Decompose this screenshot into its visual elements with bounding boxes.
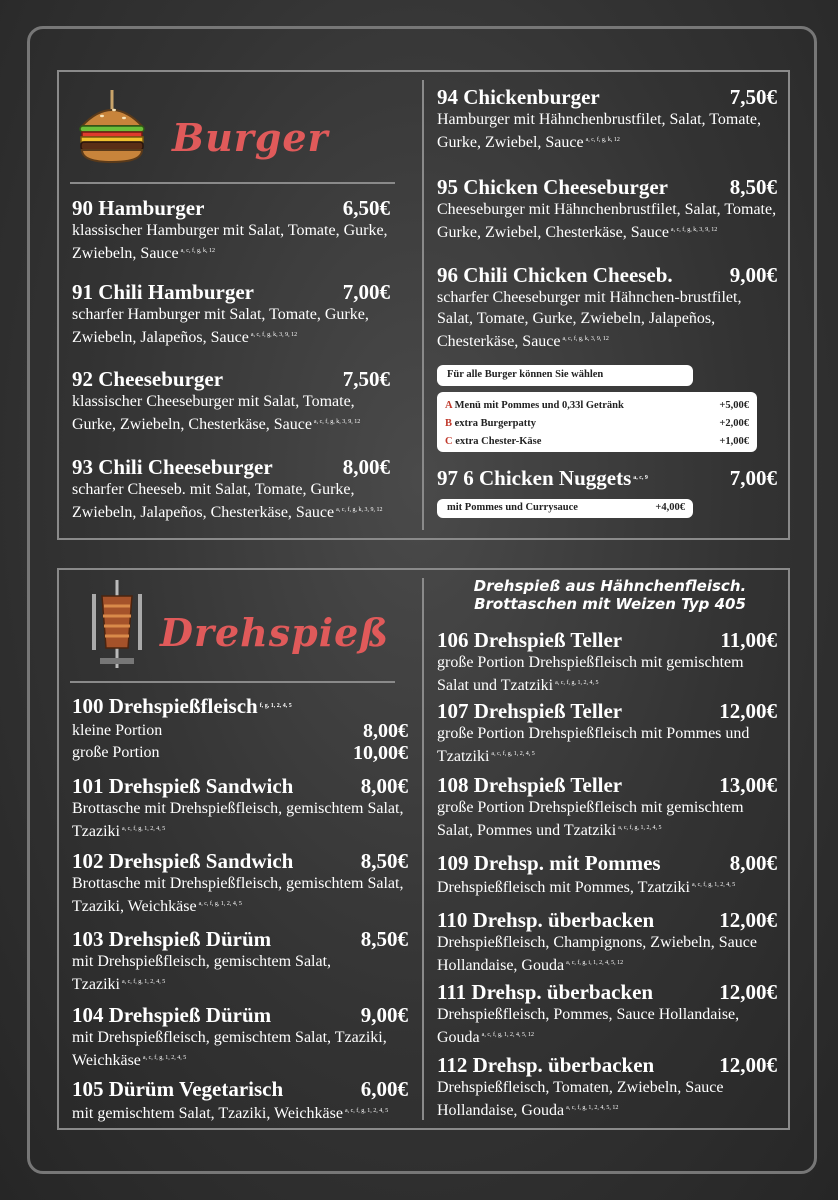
allergen-note: a, c, f, g, 1, 2, 4, 5 (121, 979, 166, 985)
item-name: 106 Drehspieß Teller (437, 628, 623, 652)
allergen-note: a, c, f, g, k, 3, 9, 12 (250, 332, 298, 338)
item-name: 104 Drehspieß Dürüm (72, 1003, 272, 1027)
option-text: extra Burgerpatty (454, 418, 536, 429)
item-price: 7,00€ (342, 280, 390, 304)
item-price: 8,50€ (729, 175, 777, 199)
item-name: 109 Drehsp. mit Pommes (437, 851, 661, 875)
option-letter: C (445, 436, 453, 447)
burger-divider (422, 80, 424, 530)
menu-item (72, 1003, 408, 1071)
item-name: 90 Hamburger (72, 196, 205, 220)
item-name: 97 6 Chicken Nuggets (437, 466, 632, 490)
item-price: 9,00€ (360, 1003, 408, 1027)
menu-item (437, 908, 777, 976)
item-price: 11,00€ (720, 628, 777, 652)
menu-item (437, 851, 777, 898)
allergen-note: a, c, f, g, k, 3, 9, 12 (313, 419, 361, 425)
item-description: scharfer Cheeseburger mit Hähnchen-brustfilet, Salat, Tomate, Gurke, Zwiebeln, Jalapeños, Chesterkäse, Sauce $^{a, c, f, g, k, 3, 9, 12}$ (437, 289, 742, 350)
item-name: 103 Drehspieß Dürüm (72, 927, 272, 951)
item-price: 7,50€ (729, 85, 777, 109)
item-name: 100 Drehspießfleisch (72, 694, 258, 718)
portion-row-large (72, 742, 408, 764)
item-description: mit Drehspießfleisch, gemischtem Salat, Tzaziki, Weichkäse $^{a, c, f, g, 1, 2, 4, 5}$ (72, 1029, 387, 1069)
menu-item (72, 1077, 408, 1124)
item-description: mit Drehspießfleisch, gemischtem Salat, Tzaziki $^{a, c, f, g, 1, 2, 4, 5}$ (72, 953, 332, 993)
option-price: +2,00€ (719, 418, 749, 429)
allergen-note: a, c, f, g, 1, 2, 4, 5 (121, 826, 166, 832)
item-price: 12,00€ (719, 908, 777, 932)
item-price: 8,00€ (342, 455, 390, 479)
menu-item (72, 774, 408, 842)
menu-item (72, 196, 390, 264)
item-description: Drehspießfleisch mit Pommes, Tzatziki $^{a, c, f, g, 1, 2, 4, 5}$ (437, 879, 736, 896)
allergen-note: a, c, f, g, k, 3, 9, 12 (336, 507, 383, 513)
portion-row-small (72, 720, 408, 742)
item-price: 8,00€ (360, 774, 408, 798)
menu-item (437, 773, 777, 841)
kebab-spit-icon (88, 578, 146, 670)
menu-item (437, 628, 777, 696)
portion-price: 10,00€ (353, 742, 408, 764)
item-price: 12,00€ (719, 699, 777, 723)
item-name: 93 Chili Cheeseburger (72, 455, 273, 479)
item-price: 6,50€ (342, 196, 390, 220)
item-name: 107 Drehspieß Teller (437, 699, 623, 723)
item-price: 6,00€ (360, 1077, 408, 1101)
option-text: Menü mit Pommes und 0,33l Getränk (454, 400, 624, 411)
allergen-note: a, c, f, g, 1, 2, 4, 5 (691, 882, 736, 888)
menu-item (72, 849, 408, 917)
item-name: 92 Cheeseburger (72, 367, 224, 391)
menu-item (437, 85, 777, 153)
option-price: +5,00€ (719, 400, 749, 411)
item-description: klassischer Cheeseburger mit Salat, Tomate, Gurke, Zwiebeln, Chesterkäse, Sauce $^{a, c, f, g, k, 3, 9, 12}$ (72, 393, 361, 433)
option-text: extra Chester-Käse (455, 436, 542, 447)
burger-option-a (445, 397, 749, 415)
item-description: große Portion Drehspießfleisch mit Pommes und Tzatziki $^{a, c, f, g, 1, 2, 4, 5}$ (437, 725, 750, 765)
item-price: 13,00€ (719, 773, 777, 797)
allergen-note: a, c, f, g, k, 3, 9, 12 (562, 336, 609, 342)
drehspiess-divider (422, 578, 424, 1120)
item-name: 95 Chicken Cheeseburger (437, 175, 668, 199)
burger-options-label: Für alle Burger können Sie wählen (437, 365, 693, 386)
drehspiess-title: Drehspieß (160, 610, 390, 655)
allergen-note: a, c, f, g, 1, 2, 4, 5 (142, 1055, 187, 1061)
menu-item-100 (72, 694, 408, 764)
allergen-note: a, c, f, g, i, 1, 2, 4, 5, 12 (566, 960, 624, 966)
option-letter: A (445, 400, 453, 411)
item-description: Drehspießfleisch, Champignons, Zwiebeln, Sauce Hollandaise, Gouda $^{a, c, f, g, i, 1, 2, 4, 5, 12}$ (437, 934, 757, 974)
menu-item-97 (437, 466, 777, 490)
menu-item (437, 175, 777, 243)
item-description: scharfer Hamburger mit Salat, Tomate, Gurke, Zwiebeln, Jalapeños, Sauce $^{a, c, f, g, k, 3, 9, 12}$ (72, 306, 369, 346)
allergen-note: a, c, f, g, k, 3, 9, 12 (670, 227, 718, 233)
item-name: 96 Chili Chicken Cheeseb. (437, 263, 673, 287)
item-price: 12,00€ (719, 980, 777, 1004)
menu-item (72, 367, 390, 435)
item-price: 8,50€ (360, 849, 408, 873)
nuggets-option (437, 499, 693, 518)
portion-label: kleine Portion (72, 722, 163, 739)
item-description: scharfer Cheeseb. mit Salat, Tomate, Gurke, Zwiebeln, Jalapeños, Chesterkäse, Sauce $^{a, c, f, g, k, 3, 9, 12}$ (72, 481, 383, 521)
option-price: +1,00€ (719, 436, 749, 447)
burger-title-rule (70, 182, 395, 184)
item-name: 111 Drehsp. überbacken (437, 980, 654, 1004)
allergen-note: a, c, 9 (633, 475, 648, 481)
menu-item (437, 699, 777, 767)
portion-label: große Portion (72, 744, 160, 761)
item-name: 105 Dürüm Vegetarisch (72, 1077, 284, 1101)
portion-price: 8,00€ (363, 720, 408, 742)
item-description: mit gemischtem Salat, Tzaziki, Weichkäse $^{a, c, f, g, 1, 2, 4, 5}$ (72, 1105, 389, 1122)
item-description: klassischer Hamburger mit Salat, Tomate, Gurke, Zwiebeln, Sauce $^{a, c, f, g, k, 12}$ (72, 222, 388, 262)
item-price: 12,00€ (719, 1053, 777, 1077)
menu-item (437, 263, 777, 352)
item-description: Brottasche mit Drehspießfleisch, gemischtem Salat, Tzaziki $^{a, c, f, g, 1, 2, 4, 5}$ (72, 800, 404, 840)
burger-title: Burger (172, 115, 329, 160)
nuggets-option-price: +4,00€ (655, 502, 685, 513)
allergen-note: a, c, f, g, 1, 2, 4, 5 (344, 1108, 389, 1114)
allergen-note: a, c, f, g, 1, 2, 4, 5, 12 (481, 1032, 534, 1038)
item-price: 9,00€ (729, 263, 777, 287)
item-name: 110 Drehsp. überbacken (437, 908, 655, 932)
item-description: Brottasche mit Drehspießfleisch, gemischtem Salat, Tzaziki, Weichkäse $^{a, c, f, g, 1, 2, 4, 5}$ (72, 875, 404, 915)
subtitle-line-1: Drehspieß aus Hähnchenfleisch. (473, 577, 747, 595)
subtitle-line-2: Brottaschen mit Weizen Typ 405 (474, 595, 746, 613)
option-letter: B (445, 418, 453, 429)
nuggets-option-text: mit Pommes und Currysauce (447, 502, 578, 513)
burger-option-c (445, 433, 749, 451)
item-description: Cheeseburger mit Hähnchenbrustfilet, Salat, Tomate, Gurke, Zwiebel, Chesterkäse, Sauce $^{a, c, f, g, k, 3, 9, 12}$ (437, 201, 777, 241)
item-name: 91 Chili Hamburger (72, 280, 254, 304)
item-name: 108 Drehspieß Teller (437, 773, 623, 797)
item-description: Drehspießfleisch, Pommes, Sauce Hollandaise, Gouda $^{a, c, f, g, 1, 2, 4, 5, 12}$ (437, 1006, 740, 1046)
menu-item (72, 455, 390, 523)
menu-item (72, 927, 408, 995)
drehspiess-title-rule (70, 681, 395, 683)
drehspiess-subtitle (440, 577, 780, 613)
burger-option-b (445, 415, 749, 433)
item-price: 7,00€ (729, 466, 777, 490)
item-price: 7,50€ (342, 367, 390, 391)
item-description: große Portion Drehspießfleisch mit gemischtem Salat, Pommes und Tzatziki $^{a, c, f, g, 1, 2, 4, 5}$ (437, 799, 744, 839)
allergen-note: f, g, 1, 2, 4, 5 (259, 703, 292, 709)
item-name: 101 Drehspieß Sandwich (72, 774, 294, 798)
item-price: 8,50€ (360, 927, 408, 951)
item-name: 112 Drehsp. überbacken (437, 1053, 655, 1077)
item-name: 102 Drehspieß Sandwich (72, 849, 294, 873)
allergen-note: a, c, f, g, 1, 2, 4, 5, 12 (566, 1105, 619, 1111)
allergen-note: a, c, f, g, 1, 2, 4, 5 (618, 825, 662, 831)
allergen-note: a, c, f, g, 1, 2, 4, 5 (555, 680, 599, 686)
menu-item (72, 280, 390, 348)
menu-item (437, 980, 777, 1048)
allergen-note: a, c, f, g, k, 12 (180, 248, 215, 254)
menu-item (437, 1053, 777, 1121)
allergen-note: a, c, f, g, k, 12 (585, 137, 620, 143)
item-name: 94 Chickenburger (437, 85, 600, 109)
allergen-note: a, c, f, g, 1, 2, 4, 5 (198, 901, 242, 907)
item-price: 8,00€ (729, 851, 777, 875)
item-description: große Portion Drehspießfleisch mit gemischtem Salat und Tzatziki $^{a, c, f, g, 1, 2, 4, 5}$ (437, 654, 744, 694)
item-description: Hamburger mit Hähnchenbrustfilet, Salat, Tomate, Gurke, Zwiebel, Sauce $^{a, c, f, g, k, 12}$ (437, 111, 761, 151)
allergen-note: a, c, f, g, 1, 2, 4, 5 (491, 751, 535, 757)
burger-icon (76, 88, 148, 168)
burger-options-box (437, 392, 757, 452)
item-description: Drehspießfleisch, Tomaten, Zwiebeln, Sauce Hollandaise, Gouda $^{a, c, f, g, 1, 2, 4, 5, 12}$ (437, 1079, 724, 1119)
